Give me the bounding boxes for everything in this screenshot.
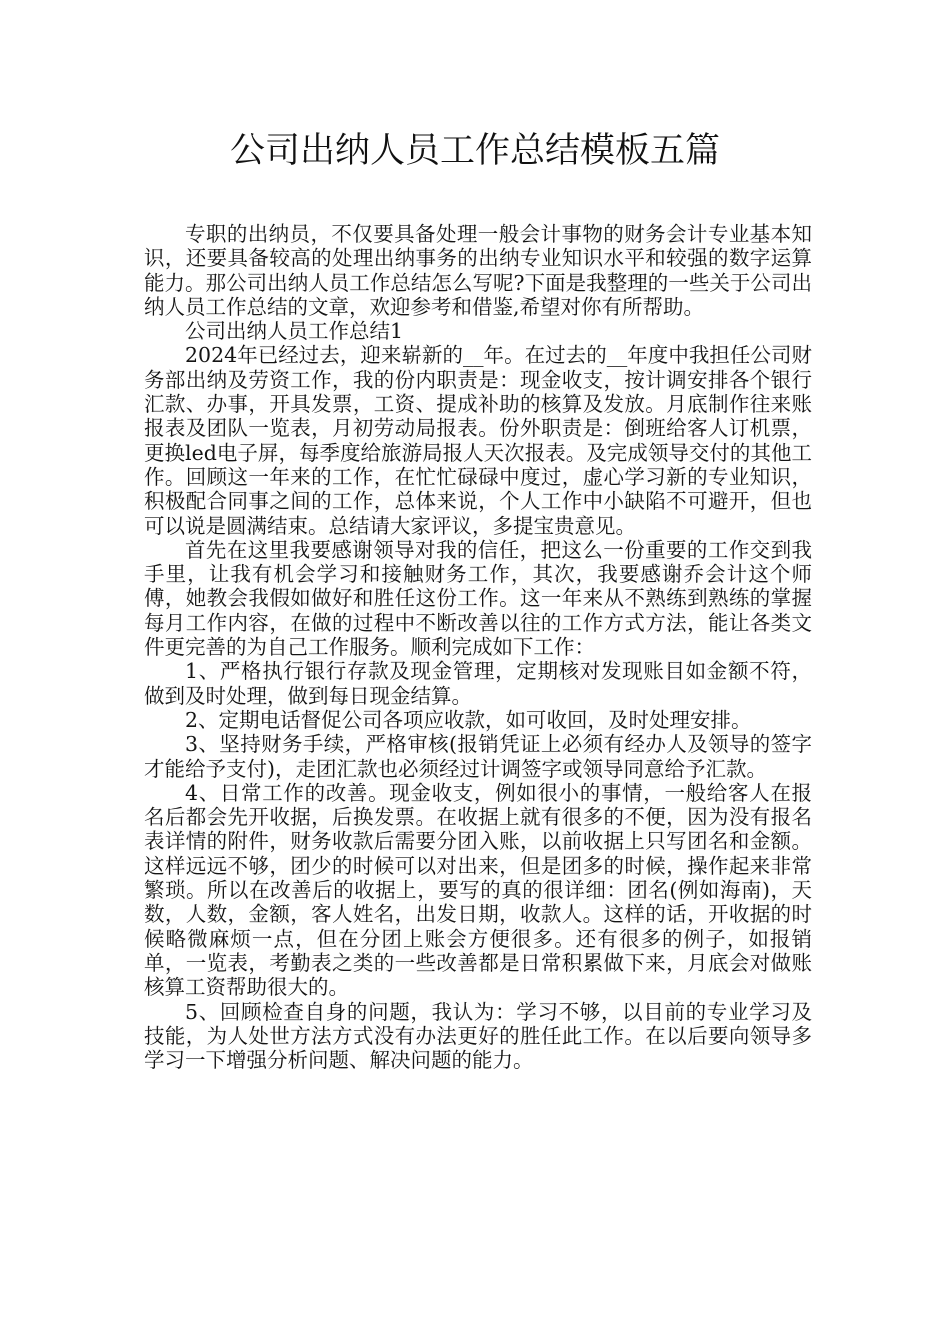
list-item: 3、坚持财务手续，严格审核(报销凭证上必须有经办人及领导的签字才能给予支付)，走团汇款也必须经过计调签字或领导同意给予汇款。 xyxy=(144,732,812,781)
intro-paragraph: 专职的出纳员，不仅要具备处理一般会计事物的财务会计专业基本知识，还要具备较高的处理出纳事务的出纳专业知识水平和较强的数字运算能力。那公司出纳人员工作总结怎么写呢?下面是我整理的一些关于公司出纳人员工作总结的文章，欢迎参考和借鉴,希望对你有所帮助。 xyxy=(144,222,812,319)
section-heading: 公司出纳人员工作总结1 xyxy=(185,319,404,344)
body-paragraph: 2024年已经过去，迎来崭新的__年。在过去的__年度中我担任公司财务部出纳及劳资工作，我的份内职责是：现金收支，按计调安排各个银行汇款、办事，开具发票，工资、提成补助的核算及发放。月底制作往来账报表及团队一览表，月初劳动局报表。份外职责是：倒班给客人订机票，更换led电子屏，每季度给旅游局报人天次报表。及完成领导交付的其他工作。回顾这一年来的工作，在忙忙碌碌中度过，虚心学习新的专业知识，积极配合同事之间的工作，总体来说，个人工作中小缺陷不可避开，但也可以说是圆满结束。总结请大家评议，多提宝贵意见。 xyxy=(144,343,812,538)
document-body xyxy=(144,222,812,1072)
body-paragraph: 首先在这里我要感谢领导对我的信任，把这么一份重要的工作交到我手里，让我有机会学习和接触财务工作，其次，我要感谢乔会计这个师傅，她教会我假如做好和胜任这份工作。这一年来从不熟练到熟练的掌握每月工作内容，在做的过程中不断改善以往的工作方式方法，能让各类文件更完善的为自己工作服务。顺利完成如下工作： xyxy=(144,537,812,660)
list-item: 5、回顾检查自身的问题，我认为：学习不够，以目前的专业学习及技能，为人处世方法方式没有办法更好的胜任此工作。在以后要向领导多学习一下增强分析问题、解决问题的能力。 xyxy=(144,999,812,1073)
list-item: 4、日常工作的改善。现金收支，例如很小的事情，一般给客人在报名后都会先开收据，后换发票。在收据上就有很多的不便，因为没有报名表详情的附件，财务收款后需要分团入账，以前收据上只写团名和金额。这样远远不够，团少的时候可以对出来，但是团多的时候，操作起来非常繁琐。所以在改善后的收据上，要写的真的很详细：团名(例如海南)，天数，人数，金额，客人姓名，出发日期，收款人。这样的话，开收据的时候略微麻烦一点，但在分团上账会方便很多。还有很多的例子，如报销单，一览表，考勤表之类的一些改善都是日常积累做下来，月底会对做账核算工资帮助很大的。 xyxy=(144,780,812,1000)
document-title: 公司出纳人员工作总结模板五篇 xyxy=(229,131,720,171)
list-item: 2、定期电话督促公司各项应收款，如可收回，及时处理安排。 xyxy=(185,707,752,732)
list-item: 1、严格执行银行存款及现金管理，定期核对发现账目如金额不符，做到及时处理，做到每日现金结算。 xyxy=(144,659,812,708)
